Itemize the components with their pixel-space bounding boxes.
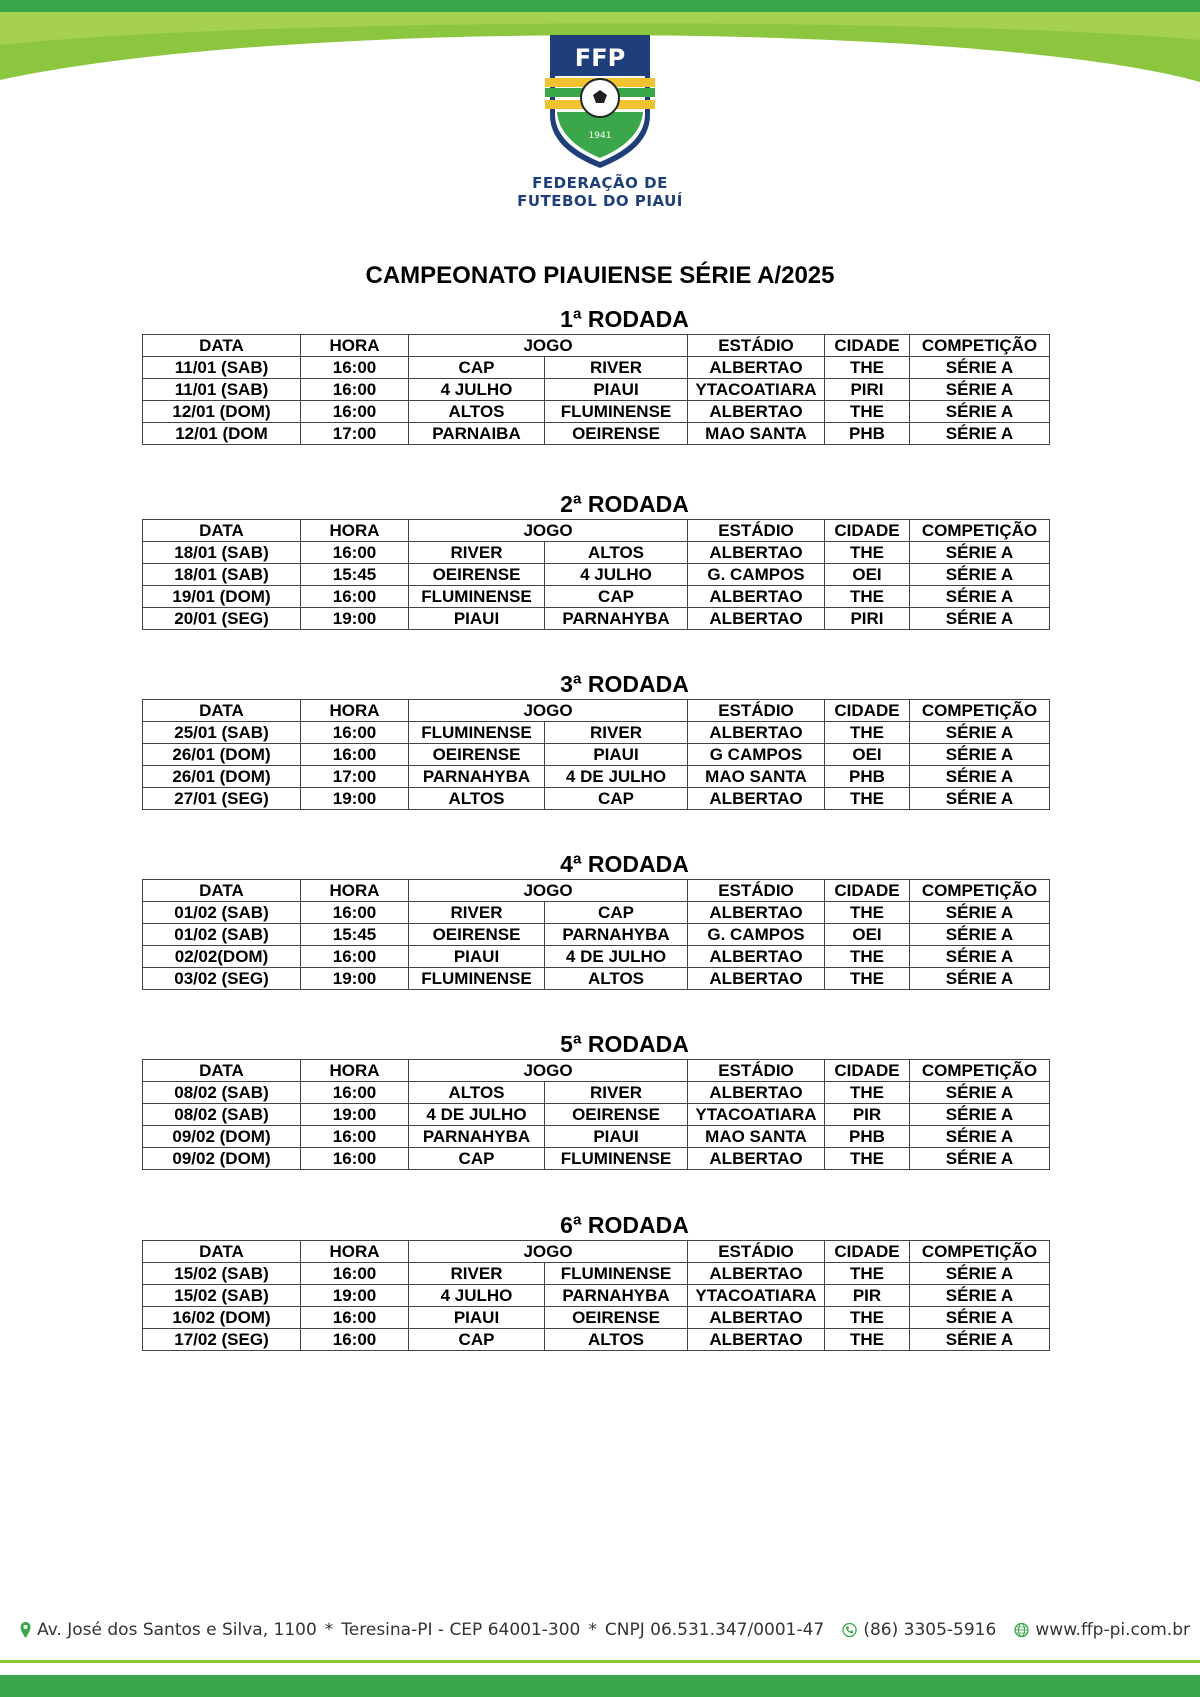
home-team-cell: PARNAHYBA — [409, 1126, 545, 1148]
time-cell: 16:00 — [301, 744, 409, 766]
city-cell: THE — [825, 1307, 910, 1329]
column-header-estadio: ESTÁDIO — [688, 700, 825, 722]
column-header-estadio: ESTÁDIO — [688, 1241, 825, 1263]
stadium-cell: G CAMPOS — [688, 744, 825, 766]
column-header-hora: HORA — [301, 520, 409, 542]
column-header-hora: HORA — [301, 700, 409, 722]
date-cell: 01/02 (SAB) — [143, 902, 301, 924]
stadium-cell: ALBERTAO — [688, 542, 825, 564]
date-cell: 12/01 (DOM — [143, 423, 301, 445]
round-title: 2ª RODADA — [560, 491, 689, 517]
round-section — [142, 1031, 1107, 1170]
home-team-cell: RIVER — [409, 902, 545, 924]
competition-cell: SÉRIE A — [910, 722, 1050, 744]
away-team-cell: OEIRENSE — [545, 1104, 688, 1126]
stadium-cell: ALBERTAO — [688, 968, 825, 990]
table-row — [143, 1285, 1108, 1307]
stadium-cell: MAO SANTA — [688, 423, 825, 445]
city-cell: OEI — [825, 744, 910, 766]
table-row — [143, 423, 1108, 445]
column-header-hora: HORA — [301, 880, 409, 902]
round-table — [142, 1240, 1108, 1351]
round-title: 4ª RODADA — [560, 851, 689, 877]
time-cell: 19:00 — [301, 788, 409, 810]
city-cell: THE — [825, 788, 910, 810]
table-row — [143, 401, 1108, 423]
time-cell: 16:00 — [301, 379, 409, 401]
city-cell: THE — [825, 946, 910, 968]
city-cell: OEI — [825, 924, 910, 946]
footer-cnpj: CNPJ 06.531.347/0001-47 — [604, 1620, 825, 1640]
time-cell: 16:00 — [301, 401, 409, 423]
column-header-cidade: CIDADE — [825, 1060, 910, 1082]
home-team-cell: FLUMINENSE — [409, 968, 545, 990]
home-team-cell: ALTOS — [409, 401, 545, 423]
round-title: 1ª RODADA — [560, 306, 689, 332]
time-cell: 16:00 — [301, 1307, 409, 1329]
column-header-jogo: JOGO — [409, 335, 688, 357]
column-header-cidade: CIDADE — [825, 880, 910, 902]
competition-cell: SÉRIE A — [910, 902, 1050, 924]
date-cell: 26/01 (DOM) — [143, 766, 301, 788]
column-header-data: DATA — [143, 335, 301, 357]
city-cell: THE — [825, 1329, 910, 1351]
table-row — [143, 924, 1108, 946]
away-team-cell: OEIRENSE — [545, 423, 688, 445]
stadium-cell: ALBERTAO — [688, 1082, 825, 1104]
table-row — [143, 744, 1108, 766]
column-header-jogo: JOGO — [409, 1060, 688, 1082]
competition-cell: SÉRIE A — [910, 401, 1050, 423]
column-header-data: DATA — [143, 700, 301, 722]
column-header-data: DATA — [143, 1060, 301, 1082]
svg-text:1941: 1941 — [588, 131, 612, 141]
table-row — [143, 1263, 1108, 1285]
round-section — [142, 306, 1107, 445]
time-cell: 16:00 — [301, 586, 409, 608]
column-header-estadio: ESTÁDIO — [688, 1060, 825, 1082]
stadium-cell: G. CAMPOS — [688, 564, 825, 586]
table-header-row — [143, 880, 1108, 902]
column-header-cidade: CIDADE — [825, 1241, 910, 1263]
time-cell: 16:00 — [301, 1263, 409, 1285]
competition-cell: SÉRIE A — [910, 1263, 1050, 1285]
date-cell: 26/01 (DOM) — [143, 744, 301, 766]
city-cell: THE — [825, 586, 910, 608]
column-header-jogo: JOGO — [409, 700, 688, 722]
competition-cell: SÉRIE A — [910, 542, 1050, 564]
stadium-cell: G. CAMPOS — [688, 924, 825, 946]
time-cell: 19:00 — [301, 1104, 409, 1126]
date-cell: 11/01 (SAB) — [143, 379, 301, 401]
time-cell: 19:00 — [301, 1285, 409, 1307]
stadium-cell: ALBERTAO — [688, 1329, 825, 1351]
column-header-cidade: CIDADE — [825, 700, 910, 722]
round-table — [142, 879, 1108, 990]
competition-cell: SÉRIE A — [910, 1307, 1050, 1329]
city-cell: THE — [825, 1263, 910, 1285]
competition-cell: SÉRIE A — [910, 766, 1050, 788]
city-cell: THE — [825, 968, 910, 990]
table-row — [143, 788, 1108, 810]
home-team-cell: OEIRENSE — [409, 564, 545, 586]
away-team-cell: 4 DE JULHO — [545, 766, 688, 788]
stadium-cell: ALBERTAO — [688, 586, 825, 608]
column-header-hora: HORA — [301, 335, 409, 357]
home-team-cell: 4 JULHO — [409, 1285, 545, 1307]
column-header-hora: HORA — [301, 1241, 409, 1263]
city-cell: THE — [825, 1148, 910, 1170]
footer-address: Av. José dos Santos e Silva, 1100 — [37, 1620, 317, 1640]
time-cell: 15:45 — [301, 924, 409, 946]
away-team-cell: PIAUI — [545, 744, 688, 766]
date-cell: 12/01 (DOM) — [143, 401, 301, 423]
svg-text:FFP: FFP — [574, 44, 626, 72]
table-row — [143, 946, 1108, 968]
home-team-cell: ALTOS — [409, 788, 545, 810]
date-cell: 25/01 (SAB) — [143, 722, 301, 744]
date-cell: 03/02 (SEG) — [143, 968, 301, 990]
competition-cell: SÉRIE A — [910, 586, 1050, 608]
date-cell: 11/01 (SAB) — [143, 357, 301, 379]
city-cell: THE — [825, 1082, 910, 1104]
table-row — [143, 722, 1108, 744]
away-team-cell: CAP — [545, 902, 688, 924]
competition-cell: SÉRIE A — [910, 1104, 1050, 1126]
city-cell: THE — [825, 401, 910, 423]
date-cell: 27/01 (SEG) — [143, 788, 301, 810]
away-team-cell: RIVER — [545, 1082, 688, 1104]
city-cell: THE — [825, 722, 910, 744]
column-header-estadio: ESTÁDIO — [688, 335, 825, 357]
round-table — [142, 699, 1108, 810]
home-team-cell: FLUMINENSE — [409, 586, 545, 608]
competition-cell: SÉRIE A — [910, 357, 1050, 379]
home-team-cell: CAP — [409, 1148, 545, 1170]
footer-website[interactable]: www.ffp-pi.com.br — [1035, 1620, 1190, 1640]
date-cell: 15/02 (SAB) — [143, 1285, 301, 1307]
footer-bar — [0, 1675, 1200, 1697]
footer-divider — [0, 1660, 1200, 1663]
table-row — [143, 1148, 1108, 1170]
table-header-row — [143, 1241, 1108, 1263]
stadium-cell: ALBERTAO — [688, 357, 825, 379]
city-cell: THE — [825, 542, 910, 564]
date-cell: 15/02 (SAB) — [143, 1263, 301, 1285]
time-cell: 17:00 — [301, 766, 409, 788]
table-row — [143, 542, 1108, 564]
home-team-cell: PARNAHYBA — [409, 766, 545, 788]
away-team-cell: RIVER — [545, 722, 688, 744]
column-header-jogo: JOGO — [409, 1241, 688, 1263]
away-team-cell: FLUMINENSE — [545, 401, 688, 423]
time-cell: 16:00 — [301, 902, 409, 924]
stadium-cell: ALBERTAO — [688, 1148, 825, 1170]
column-header-competicao: COMPETIÇÃO — [910, 1241, 1050, 1263]
date-cell: 18/01 (SAB) — [143, 542, 301, 564]
footer-separator: * — [588, 1620, 597, 1640]
home-team-cell: PIAUI — [409, 1307, 545, 1329]
away-team-cell: PARNAHYBA — [545, 608, 688, 630]
home-team-cell: PARNAIBA — [409, 423, 545, 445]
away-team-cell: 4 DE JULHO — [545, 946, 688, 968]
away-team-cell: FLUMINENSE — [545, 1148, 688, 1170]
city-cell: PIRI — [825, 379, 910, 401]
home-team-cell: RIVER — [409, 542, 545, 564]
home-team-cell: PIAUI — [409, 608, 545, 630]
column-header-cidade: CIDADE — [825, 520, 910, 542]
table-row — [143, 1329, 1108, 1351]
federation-name-line1: FEDERAÇÃO DE — [532, 174, 668, 192]
table-row — [143, 586, 1108, 608]
table-row — [143, 1126, 1108, 1148]
time-cell: 16:00 — [301, 1082, 409, 1104]
column-header-estadio: ESTÁDIO — [688, 880, 825, 902]
shield-icon — [545, 30, 655, 170]
table-row — [143, 902, 1108, 924]
column-header-cidade: CIDADE — [825, 335, 910, 357]
table-header-row — [143, 700, 1108, 722]
table-row — [143, 564, 1108, 586]
competition-cell: SÉRIE A — [910, 1285, 1050, 1307]
column-header-estadio: ESTÁDIO — [688, 520, 825, 542]
competition-cell: SÉRIE A — [910, 744, 1050, 766]
stadium-cell: YTACOATIARA — [688, 379, 825, 401]
round-title: 5ª RODADA — [560, 1031, 689, 1057]
stadium-cell: YTACOATIARA — [688, 1285, 825, 1307]
home-team-cell: ALTOS — [409, 1082, 545, 1104]
time-cell: 16:00 — [301, 722, 409, 744]
date-cell: 09/02 (DOM) — [143, 1126, 301, 1148]
away-team-cell: FLUMINENSE — [545, 1263, 688, 1285]
federation-logo — [510, 30, 690, 220]
round-title: 6ª RODADA — [560, 1212, 689, 1238]
date-cell: 20/01 (SEG) — [143, 608, 301, 630]
time-cell: 16:00 — [301, 1126, 409, 1148]
away-team-cell: CAP — [545, 788, 688, 810]
time-cell: 16:00 — [301, 542, 409, 564]
away-team-cell: OEIRENSE — [545, 1307, 688, 1329]
away-team-cell: PARNAHYBA — [545, 924, 688, 946]
footer-city: Teresina-PI - CEP 64001-300 — [341, 1620, 581, 1640]
round-table — [142, 334, 1108, 445]
stadium-cell: ALBERTAO — [688, 1307, 825, 1329]
competition-cell: SÉRIE A — [910, 946, 1050, 968]
competition-cell: SÉRIE A — [910, 788, 1050, 810]
date-cell: 02/02(DOM) — [143, 946, 301, 968]
competition-cell: SÉRIE A — [910, 564, 1050, 586]
column-header-data: DATA — [143, 1241, 301, 1263]
time-cell: 16:00 — [301, 946, 409, 968]
away-team-cell: ALTOS — [545, 968, 688, 990]
table-header-row — [143, 1060, 1108, 1082]
away-team-cell: CAP — [545, 586, 688, 608]
date-cell: 18/01 (SAB) — [143, 564, 301, 586]
footer — [20, 1610, 1190, 1650]
away-team-cell: ALTOS — [545, 542, 688, 564]
home-team-cell: OEIRENSE — [409, 924, 545, 946]
date-cell: 17/02 (SEG) — [143, 1329, 301, 1351]
city-cell: PHB — [825, 1126, 910, 1148]
competition-cell: SÉRIE A — [910, 924, 1050, 946]
date-cell: 09/02 (DOM) — [143, 1148, 301, 1170]
date-cell: 08/02 (SAB) — [143, 1082, 301, 1104]
stadium-cell: YTACOATIARA — [688, 1104, 825, 1126]
date-cell: 08/02 (SAB) — [143, 1104, 301, 1126]
away-team-cell: 4 JULHO — [545, 564, 688, 586]
stadium-cell: ALBERTAO — [688, 401, 825, 423]
away-team-cell: PARNAHYBA — [545, 1285, 688, 1307]
federation-name-line2: FUTEBOL DO PIAUÍ — [517, 192, 683, 210]
city-cell: THE — [825, 902, 910, 924]
round-table — [142, 519, 1108, 630]
column-header-competicao: COMPETIÇÃO — [910, 520, 1050, 542]
home-team-cell: PIAUI — [409, 946, 545, 968]
date-cell: 19/01 (DOM) — [143, 586, 301, 608]
globe-icon — [1014, 1615, 1029, 1645]
round-section — [142, 1212, 1107, 1351]
footer-separator: * — [324, 1620, 334, 1640]
table-header-row — [143, 520, 1108, 542]
time-cell: 16:00 — [301, 1329, 409, 1351]
stadium-cell: ALBERTAO — [688, 902, 825, 924]
column-header-jogo: JOGO — [409, 880, 688, 902]
time-cell: 15:45 — [301, 564, 409, 586]
table-row — [143, 1082, 1108, 1104]
stadium-cell: MAO SANTA — [688, 1126, 825, 1148]
competition-cell: SÉRIE A — [910, 1126, 1050, 1148]
city-cell: PIR — [825, 1104, 910, 1126]
stadium-cell: MAO SANTA — [688, 766, 825, 788]
away-team-cell: PIAUI — [545, 1126, 688, 1148]
stadium-cell: ALBERTAO — [688, 608, 825, 630]
phone-icon — [842, 1615, 857, 1645]
city-cell: PIRI — [825, 608, 910, 630]
competition-cell: SÉRIE A — [910, 423, 1050, 445]
competition-cell: SÉRIE A — [910, 1148, 1050, 1170]
city-cell: PHB — [825, 766, 910, 788]
away-team-cell: ALTOS — [545, 1329, 688, 1351]
competition-cell: SÉRIE A — [910, 608, 1050, 630]
stadium-cell: ALBERTAO — [688, 1263, 825, 1285]
table-header-row — [143, 335, 1108, 357]
time-cell: 19:00 — [301, 968, 409, 990]
table-row — [143, 968, 1108, 990]
home-team-cell: 4 DE JULHO — [409, 1104, 545, 1126]
round-section — [142, 851, 1107, 990]
home-team-cell: FLUMINENSE — [409, 722, 545, 744]
round-table — [142, 1059, 1108, 1170]
column-header-competicao: COMPETIÇÃO — [910, 335, 1050, 357]
column-header-jogo: JOGO — [409, 520, 688, 542]
round-section — [142, 671, 1107, 810]
city-cell: PIR — [825, 1285, 910, 1307]
column-header-competicao: COMPETIÇÃO — [910, 700, 1050, 722]
table-row — [143, 357, 1108, 379]
round-section — [142, 491, 1107, 630]
column-header-competicao: COMPETIÇÃO — [910, 1060, 1050, 1082]
table-row — [143, 608, 1108, 630]
time-cell: 19:00 — [301, 608, 409, 630]
home-team-cell: RIVER — [409, 1263, 545, 1285]
competition-cell: SÉRIE A — [910, 968, 1050, 990]
city-cell: OEI — [825, 564, 910, 586]
home-team-cell: CAP — [409, 357, 545, 379]
competition-cell: SÉRIE A — [910, 1329, 1050, 1351]
column-header-hora: HORA — [301, 1060, 409, 1082]
table-row — [143, 1104, 1108, 1126]
date-cell: 16/02 (DOM) — [143, 1307, 301, 1329]
city-cell: THE — [825, 357, 910, 379]
location-pin-icon — [20, 1613, 31, 1647]
column-header-competicao: COMPETIÇÃO — [910, 880, 1050, 902]
competition-cell: SÉRIE A — [910, 379, 1050, 401]
stadium-cell: ALBERTAO — [688, 722, 825, 744]
away-team-cell: PIAUI — [545, 379, 688, 401]
round-title: 3ª RODADA — [560, 671, 689, 697]
city-cell: PHB — [825, 423, 910, 445]
table-row — [143, 766, 1108, 788]
time-cell: 16:00 — [301, 357, 409, 379]
home-team-cell: OEIRENSE — [409, 744, 545, 766]
column-header-data: DATA — [143, 880, 301, 902]
stadium-cell: ALBERTAO — [688, 788, 825, 810]
time-cell: 16:00 — [301, 1148, 409, 1170]
away-team-cell: RIVER — [545, 357, 688, 379]
date-cell: 01/02 (SAB) — [143, 924, 301, 946]
home-team-cell: 4 JULHO — [409, 379, 545, 401]
home-team-cell: CAP — [409, 1329, 545, 1351]
competition-cell: SÉRIE A — [910, 1082, 1050, 1104]
time-cell: 17:00 — [301, 423, 409, 445]
footer-phone: (86) 3305-5916 — [863, 1620, 997, 1640]
table-row — [143, 1307, 1108, 1329]
page-title: CAMPEONATO PIAUIENSE SÉRIE A/2025 — [365, 262, 835, 289]
table-row — [143, 379, 1108, 401]
stadium-cell: ALBERTAO — [688, 946, 825, 968]
column-header-data: DATA — [143, 520, 301, 542]
